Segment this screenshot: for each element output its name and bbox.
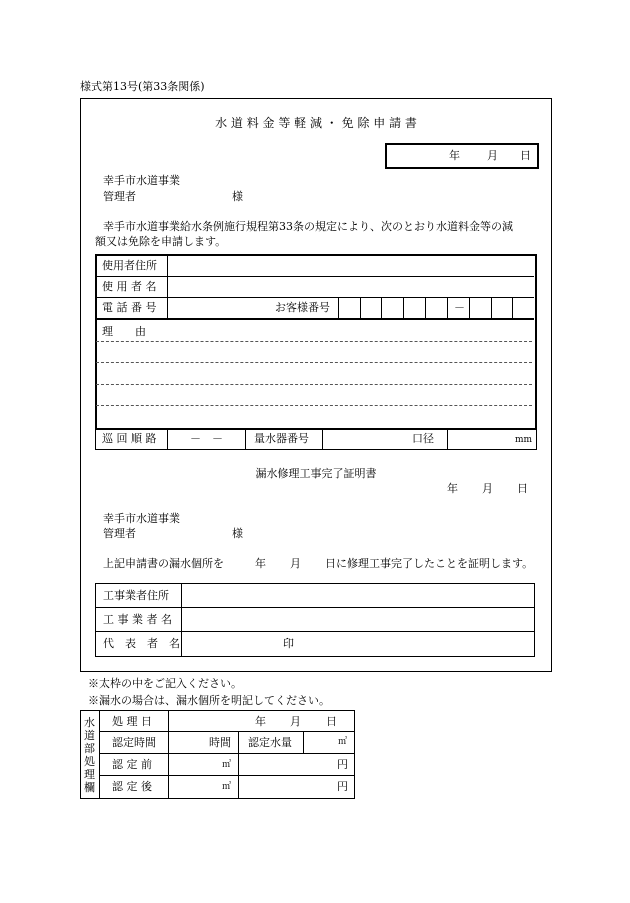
processing-day: 日 [326, 715, 337, 728]
recipient-manager: 管理者 [103, 190, 136, 203]
col-divider [491, 298, 492, 319]
col-divider [238, 732, 239, 798]
contractor-address-field[interactable] [184, 586, 530, 606]
form-number: 様式第13号(第33条関係) [80, 80, 205, 93]
col-divider [447, 428, 448, 450]
intro-line-1: 幸手市水道事業給水条例施行規程第33条の規定により、次のとおり水道料金等の減 [103, 220, 513, 233]
before-unit: ㎥ [222, 760, 232, 770]
col-divider [322, 428, 323, 450]
repair-statement-1: 上記申請書の漏水個所を [103, 557, 224, 570]
application-date-box[interactable] [385, 143, 539, 169]
route-label: 巡 回 順 路 [102, 432, 157, 445]
reason-field[interactable] [97, 342, 531, 424]
cert-time-label: 認定時間 [112, 736, 156, 749]
col-divider [167, 255, 168, 319]
hours-unit: 時間 [209, 736, 231, 749]
processing-month: 月 [290, 715, 301, 728]
row-divider [96, 631, 534, 632]
col-divider [303, 732, 304, 754]
col-divider [469, 298, 470, 319]
row-divider [100, 753, 354, 754]
contractor-name-label: 工 事 業 者 名 [103, 613, 172, 626]
office-use-side-label: 水道部処理欄 [84, 716, 95, 794]
col-divider [167, 428, 168, 450]
date-day-label: 日 [520, 149, 531, 162]
address-label: 使用者住所 [102, 259, 157, 272]
meter-label: 量水器番号 [254, 432, 309, 445]
repair-org: 幸手市水道事業 [103, 512, 180, 525]
row-divider [96, 607, 534, 608]
customer-number-dash: － [454, 301, 465, 314]
repair-statement-year: 年 [255, 557, 266, 570]
col-divider [403, 298, 404, 319]
repair-honorific: 様 [232, 527, 243, 540]
col-divider [360, 298, 361, 319]
representative-label: 代 表 者 名 [103, 637, 180, 650]
reason-label: 理 由 [102, 325, 146, 338]
repair-date-year: 年 [447, 482, 458, 495]
repair-statement-month: 月 [290, 557, 301, 570]
after-label: 認 定 後 [112, 780, 152, 793]
after-yen: 円 [337, 780, 348, 793]
volume-unit: ㎥ [338, 737, 348, 747]
repair-date-month: 月 [482, 482, 493, 495]
col-divider [447, 298, 448, 319]
before-label: 認 定 前 [112, 758, 152, 771]
recipient-honorific: 様 [232, 190, 243, 203]
after-unit: ㎥ [222, 782, 232, 792]
col-divider [181, 584, 182, 656]
col-divider [245, 428, 246, 450]
recipient-org: 幸手市水道事業 [103, 174, 180, 187]
processing-date-label: 処 理 日 [112, 715, 152, 728]
repair-manager: 管理者 [103, 527, 136, 540]
col-divider [99, 710, 100, 798]
name-field[interactable] [170, 278, 532, 296]
phone-field[interactable] [170, 299, 270, 317]
before-yen: 円 [337, 758, 348, 771]
note-1: ※太枠の中をご記入ください。 [88, 677, 242, 690]
processing-year: 年 [255, 715, 266, 728]
date-month-label: 月 [487, 149, 498, 162]
col-divider [168, 710, 169, 798]
seal-label: 印 [283, 637, 294, 650]
route-value: － － [190, 432, 223, 445]
note-2: ※漏水の場合は、漏水個所を明記してください。 [88, 694, 330, 707]
repair-statement-2: 日に修理工事完了したことを証明します。 [325, 557, 534, 570]
form-title: 水 道 料 金 等 軽 減 ・ 免 除 申 請 書 [215, 116, 417, 130]
date-year-label: 年 [449, 149, 460, 162]
col-divider [512, 298, 513, 319]
intro-line-2: 額又は免除を申請します。 [95, 235, 227, 248]
caliber-unit: mm [515, 435, 533, 445]
row-divider [96, 276, 534, 277]
contractor-name-field[interactable] [184, 610, 530, 630]
repair-date-day: 日 [517, 482, 528, 495]
cert-volume-label: 認定水量 [248, 736, 292, 749]
route-row [95, 428, 537, 450]
representative-field[interactable] [184, 634, 530, 654]
address-field[interactable] [170, 257, 532, 275]
col-divider [425, 298, 426, 319]
caliber-label: 口径 [412, 432, 434, 445]
row-divider [100, 731, 354, 732]
phone-label: 電 話 番 号 [102, 301, 157, 314]
contractor-address-label: 工事業者住所 [103, 589, 169, 602]
row-divider [100, 775, 354, 776]
col-divider [338, 298, 339, 319]
repair-title: 漏水修理工事完了証明書 [255, 467, 377, 480]
col-divider [381, 298, 382, 319]
customer-number-label: お客様番号 [275, 301, 330, 314]
name-label: 使 用 者 名 [102, 280, 157, 293]
